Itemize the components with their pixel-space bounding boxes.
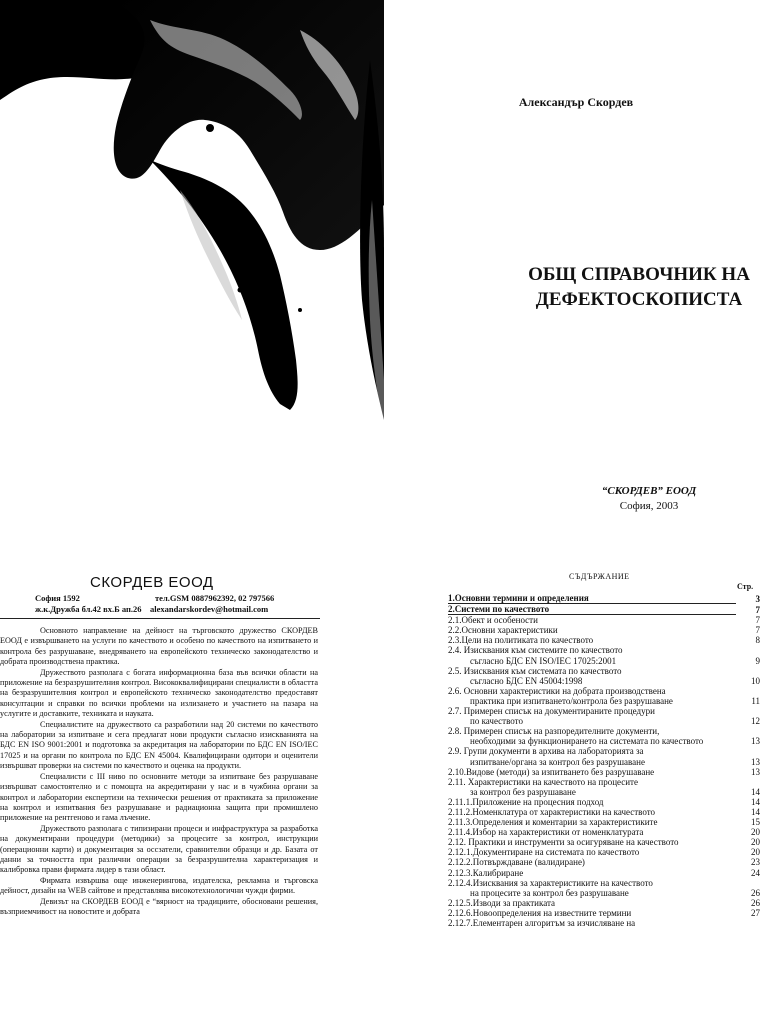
company-address-line-1 [35, 593, 325, 603]
publisher-name: “СКОРДЕВ” ЕООД [601, 485, 697, 497]
toc-entry [448, 898, 760, 908]
toc-heading: СЪДЪРЖАНИЕ [569, 572, 630, 581]
toc-entry [448, 635, 760, 645]
company-paragraph: Основното направление на дейност на търговското дружество СКОРДЕВ ЕООД е извършването на услуги по качеството и особено по качеството на изпитването и контрола без разрушаване, внедряването на европейското техническо законодателство и добрата производствена практика. [0, 626, 318, 667]
toc-entry-label [448, 837, 736, 847]
company-city: София 1592 [35, 593, 80, 603]
toc-entry-title: 2.12.4.Изисквания за характеристиките на качеството [448, 877, 653, 888]
toc-entry-page: 3 [755, 594, 760, 604]
toc-entry-label [448, 625, 736, 635]
toc-entry-title: 2.11. Характеристики на качеството на процесите [448, 776, 638, 787]
toc-entry-page: 26 [751, 897, 760, 908]
toc-entry [448, 918, 760, 928]
toc-entry-page: 10 [751, 675, 760, 686]
toc-entry [448, 908, 760, 918]
toc-entry-continuation: на процесите за контрол без разрушаване [470, 887, 629, 898]
toc-entry-label [448, 807, 736, 817]
toc-entry-page: 20 [751, 837, 760, 848]
book-title-line-2: ДЕФЕКТОСКОПИСТА [535, 289, 743, 310]
publisher-city-year: София, 2003 [619, 500, 679, 512]
toc-entry-title: 2.6. Основни характеристики на добрата производствена [448, 685, 666, 696]
toc-entry-title: 2.11.3.Определения и коментарии за характеристиките [448, 817, 658, 828]
toc-entry [448, 847, 760, 857]
toc-entry [448, 726, 760, 746]
toc-entry [448, 593, 760, 604]
toc-list [448, 593, 760, 928]
company-address: ж.к.Дружба бл.42 вх.Б ап.26 [35, 604, 142, 614]
toc-entry-title: 2.11.2.Номенклатура от характеристики на качеството [448, 806, 656, 817]
toc-entry [448, 666, 760, 686]
book-title-line-1: ОБЩ СПРАВОЧНИК НА [528, 264, 750, 285]
toc-entry-continuation: съгласно БДС EN ISO/IEC 17025:2001 [470, 655, 617, 666]
toc-entry-label [448, 868, 736, 878]
toc-entry-page: 13 [751, 766, 760, 777]
toc-entry-title: 2.9. Групи документи в архива на лабораторията за [448, 746, 644, 757]
toc-entry [448, 746, 760, 766]
toc-entry-label [448, 726, 736, 746]
toc-entry [448, 797, 760, 807]
toc-entry-title: 2.12.2.Потвърждаване (валидиране) [448, 857, 585, 868]
toc-entry-page: 7 [755, 605, 760, 616]
toc-entry [448, 767, 760, 777]
toc-entry-title: 2.12.5.Изводи за практиката [448, 897, 556, 908]
toc-entry-page: 27 [751, 907, 760, 918]
toc-entry [448, 817, 760, 827]
toc-entry-page: 11 [751, 695, 760, 706]
toc-entry-title: 2.4. Изисквания към системите по качеството [448, 645, 623, 656]
toc-entry-label [448, 593, 736, 604]
toc-entry-page: 20 [751, 827, 760, 838]
company-paragraph: Девизът на СКОРДЕВ ЕООД е “вярност на традициите, обосновани решения, възприемчивост на новостите и добрата [0, 896, 318, 916]
toc-entry-title: 2.5. Изисквания към системата по качеството [448, 665, 622, 676]
toc-entry-label [448, 604, 736, 615]
toc-entry-page: 15 [751, 817, 760, 828]
toc-entry [448, 686, 760, 706]
toc-entry-page: 7 [755, 615, 760, 626]
toc-entry-page: 13 [751, 736, 760, 747]
toc-entry [448, 706, 760, 726]
toc-entry-continuation: съгласно БДС EN 45004:1998 [470, 675, 583, 686]
toc-entry-title: 2.Системи по качеството [448, 604, 550, 615]
toc-entry-label [448, 767, 736, 777]
toc-entry-label [448, 857, 736, 867]
author-name: Александър Скордев [518, 95, 634, 109]
toc-entry [448, 827, 760, 837]
toc-entry-label [448, 777, 736, 797]
toc-entry-page: 9 [755, 655, 760, 666]
company-paragraph: Дружеството разполага с типизирани процеси и инфраструктура за разработка на документирани процедури (методики) за процесите за контрол, инструкции (операционни карти) и документация за оссзатели, сравнителни образци и др. Базата от данни за точността при различни операции за безразрушителна характеризация и калибровка прави фирмата лидер в тази област. [0, 823, 318, 875]
toc-entry [448, 615, 760, 625]
toc-entry [448, 857, 760, 867]
toc-entry-page: 13 [751, 756, 760, 767]
company-paragraph: Специалисти с III ниво по основните методи за изпитване без разрушаване извършват самостоятелно и с помощта на акредитирани у нас и в чужбина органи за контрол и лаборатории експертизи на технически решения от практиката за приложение на контрол и изпитвания без разрушаване и радиационна защита при промишлено приложение на рентгеново и гама лъчение. [0, 771, 318, 823]
toc-entry [448, 807, 760, 817]
toc-entry-title: 2.12.6.Новоопределения на известните термини [448, 907, 632, 918]
company-address-line-2 [35, 604, 325, 614]
company-paragraph: Специалистите на дружеството са разработили над 20 системи по качеството на лаборатории за изпитване и сега предлагат нови продукти съгласно изискванията на БДС EN ISO 9001:2001 и подготовка за акредитация на лаборатории по БДС EN ISO/IEC 17025 и на органи по контрола по БДС EN 45004. Квалифицирани одитори и оценители извършват проверки на системи по качеството и оценка на продукти. [0, 719, 318, 771]
toc-entry [448, 604, 760, 615]
company-paragraph: Фирмата извършва още инженерингова, издателска, рекламна и търговска дейност, дизайн на WEB сайтове и представлява високотехнологични чужди фирми. [0, 875, 318, 896]
company-paragraph: Дружеството разполага с богата информационна база във всички области на приложение на безразрушителния контрол. Висококвалифицирани специалисти в областта на безразрушителния контрол и европейското техническо законодателство предоставят консултации и справки по всички проблеми на излизането и участието на пазара на услугите и доставките, техниката и науката. [0, 667, 318, 719]
toc-entry-label [448, 827, 736, 837]
toc-entry-title: 2.2.Основни характеристики [448, 625, 558, 636]
company-description [0, 626, 318, 917]
toc-entry-title: 2.10.Видове (методи) за изпитването без разрушаване [448, 766, 655, 777]
toc-entry-title: 2.12.1.Документиране на системата по качеството [448, 847, 640, 858]
header-divider [0, 618, 320, 619]
toc-entry-label [448, 686, 736, 706]
toc-entry-title: 2.1.Обект и особености [448, 615, 538, 626]
toc-entry-page: 23 [751, 857, 760, 868]
toc-entry [448, 868, 760, 878]
toc-entry-page: 24 [751, 867, 760, 878]
toc-entry-page: 8 [755, 635, 760, 646]
toc-entry-label [448, 898, 736, 908]
toc-entry-label [448, 797, 736, 807]
cover-illustration [0, 0, 384, 560]
title-page [384, 0, 768, 560]
toc-entry-page: 7 [755, 625, 760, 636]
toc-entry-title: 1.Основни термини и определения [448, 593, 589, 603]
toc-entry [448, 878, 760, 898]
toc-page [384, 560, 768, 1024]
toc-page-column-label: Стр. [737, 582, 754, 591]
cover-photo [0, 0, 384, 560]
toc-entry-page: 14 [751, 806, 760, 817]
toc-entry-title: 2.12. Практики и инструменти за осигуряване на качеството [448, 837, 679, 848]
toc-entry-continuation: по качеството [470, 716, 523, 727]
toc-entry-label [448, 635, 736, 645]
toc-entry [448, 777, 760, 797]
company-email: alexandarskordev@hotmail.com [150, 604, 269, 614]
toc-entry [448, 625, 760, 635]
company-phone: тел.GSM 0887962392, 02 797566 [155, 593, 275, 603]
toc-entry-page: 14 [751, 796, 760, 807]
toc-entry-title: 2.8. Примерен списък на разпоредителните документи, [448, 726, 660, 737]
toc-entry-label [448, 878, 736, 898]
toc-entry-page: 14 [751, 786, 760, 797]
toc-entry-title: 2.3.Цели на политиката по качеството [448, 635, 594, 646]
book-title [504, 262, 768, 312]
toc-entry-label [448, 847, 736, 857]
toc-entry-title: 2.11.4.Избор на характеристики от номенклатурата [448, 827, 644, 838]
toc-entry-label [448, 666, 736, 686]
toc-entry [448, 645, 760, 665]
toc-entry-title: 2.7. Примерен списък на документираните процедури [448, 706, 655, 717]
toc-entry-label [448, 746, 736, 766]
company-page [0, 560, 384, 1024]
toc-entry-continuation: изпитване/органа за контрол без разрушаване [470, 756, 645, 767]
toc-entry-page: 12 [751, 716, 760, 727]
toc-entry-continuation: практика при изпитването/контрола без разрушаване [470, 695, 673, 706]
toc-entry-continuation: необходими за функционирането на системата по качеството [470, 736, 704, 747]
toc-entry-label [448, 908, 736, 918]
toc-entry-page: 20 [751, 847, 760, 858]
toc-entry [448, 837, 760, 847]
toc-entry-page: 26 [751, 887, 760, 898]
toc-entry-label [448, 817, 736, 827]
toc-entry-continuation: за контрол без разрушаване [470, 786, 576, 797]
toc-entry-title: 2.11.1.Приложение на процесния подход [448, 796, 604, 807]
toc-entry-title: 2.12.7.Елементарен алгоритъм за изчисляване на [448, 918, 636, 928]
toc-entry-label [448, 918, 736, 928]
toc-entry-label [448, 706, 736, 726]
company-name: СКОРДЕВ ЕООД [90, 574, 214, 591]
toc-entry-title: 2.12.3.Калибриране [448, 867, 524, 878]
toc-entry-label [448, 615, 736, 625]
toc-entry-label [448, 645, 736, 665]
